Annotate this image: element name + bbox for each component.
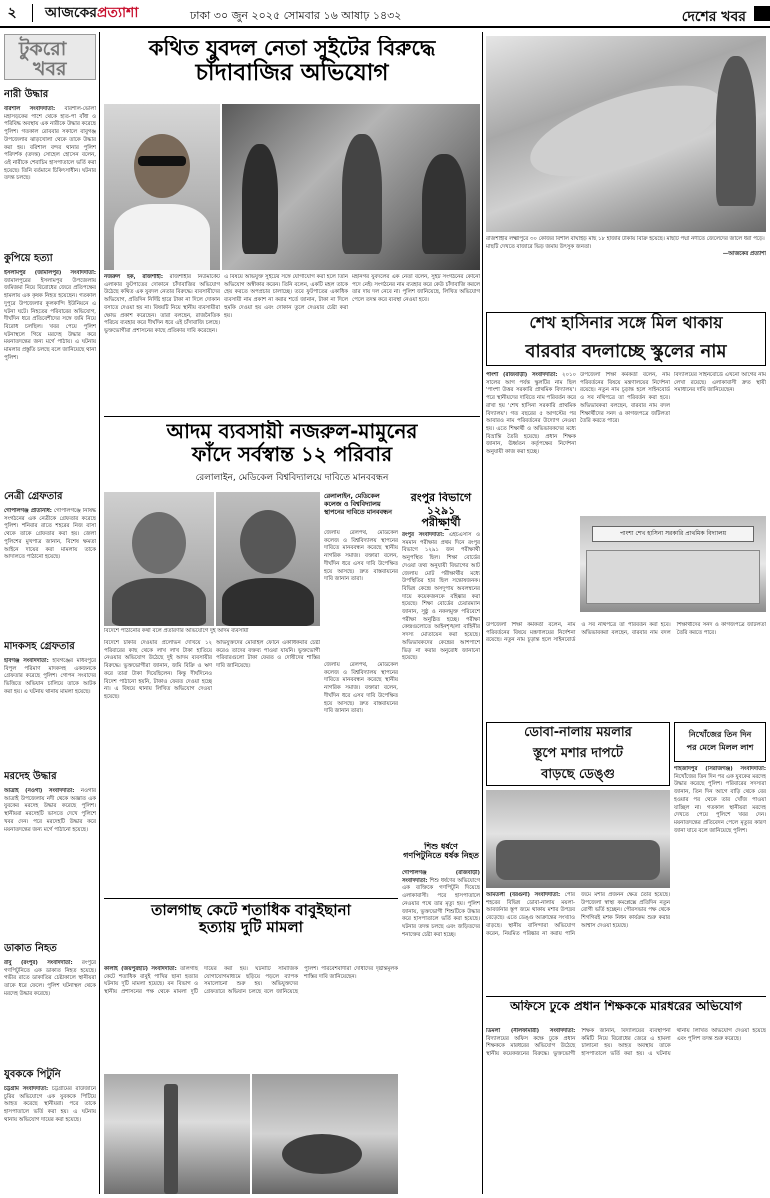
- palm-body: তালগাছ কেটে শতাধিক বাবুই পাখির ছানা হত্যার ঘটনায় দুটি মামলা হয়েছে। বন বিভাগ ও স্থানীয় প্রশাসনের পক্ষ থেকে মামলা দুটি দায়ের করা হয়। ঘটনাটি সামাজিক যোগাযোগমাধ্যমে ছড়িয়ে পড়লে ব্যাপক সমালোচনা শুরু হয়। অভিযুক্তদের গ্রেফতারে অভিযান চলছে বলে জানিয়েছে পুলিশ। পরিবেশবাদীরা দোষীদের দৃষ্টান্তমূলক শাস্তির দাবি জানিয়েছেন।: [104, 966, 398, 996]
- shishu-text: [402, 870, 480, 1180]
- briefs-column: [4, 84, 96, 1194]
- brief-item: [4, 251, 96, 486]
- headline-line: অফিসে ঢুকে প্রধান শিক্ষককে মারধরের অভিযোগ: [510, 1000, 742, 1013]
- teacher-headline: [486, 1000, 766, 1024]
- building-shape: [586, 550, 760, 604]
- person-shape: [422, 154, 466, 254]
- extortion-dateline: নজরুল হক, রাজশাহী:: [104, 274, 163, 280]
- adam-caption: [104, 628, 320, 638]
- teacher-dateline: ডিমলা (নীলফামারী) সংবাদদাতা:: [486, 1028, 576, 1034]
- headline-line: হত্যায় দুটি মামলা: [199, 918, 303, 937]
- column-rule: [99, 32, 100, 1194]
- headline-line: ফাঁদে সর্বস্বান্ত ১২ পরিবার: [191, 442, 393, 466]
- portrait-body-shape: [114, 204, 210, 270]
- palm-text: [104, 966, 398, 1070]
- headline-line: তালগাছ কেটে শতাধিক বাবুইছানা: [151, 902, 351, 919]
- headline-line: নিখোঁজের তিন দিন: [688, 730, 752, 739]
- person-shape: [242, 144, 278, 254]
- briefs-logo-b: খবর: [33, 58, 67, 80]
- brief-body: হবিগঞ্জের মাধবপুরে বিপুল পরিমাণ মাদকসহ একজনকে গ্রেফতার করেছে পুলিশ। গোপন সংবাদের ভিত্তিতে অভিযান চালিয়ে তাকে আটক করা হয়। এ ঘটনায় থানায় মামলা হয়েছে।: [4, 658, 96, 695]
- fish-caption: [486, 236, 766, 292]
- school-continued: [486, 622, 766, 718]
- adam-headline: [104, 420, 480, 490]
- palm-dateline: কালাই (জয়পুরহাট) সংবাদদাতা:: [104, 966, 177, 972]
- extortion-col-1: [104, 274, 220, 412]
- adam-col-1: [104, 640, 212, 896]
- brief-title: যুবককে পিটুনি: [4, 1069, 61, 1080]
- dengue-body: পৌর শহরের বিভিন্ন ডোবা-নালায় ময়লা-আবর্জনার স্তূপ জমে থাকায় মশার উপদ্রব বেড়েছে। এতে ডেঙ্গু আক্রান্তের সংখ্যাও বাড়ছে। স্থানীয় বাসিন্দারা অভিযোগ করেন, নিয়মিত পরিষ্কার না করায় পানি জমে মশার প্রজনন ক্ষেত্র তৈরি হয়েছে। উপজেলা স্বাস্থ্য কমপ্লেক্সে প্রতিদিন নতুন রোগী ভর্তি হচ্ছেন। পৌরসভার পক্ষ থেকে শিগগিরই মশক নিধন কার্যক্রম শুরু করার আশ্বাস দেওয়া হয়েছে।: [486, 892, 670, 937]
- headline-line: চাঁদাবাজির অভিযোগ: [195, 60, 389, 87]
- paper-name-a: আজকের: [45, 5, 97, 21]
- brief-body: বরিশাল-ভোলা মহাসড়কের পাশে থেকে হাত-পা বাঁধা ও পরিবিদ্ধ অবস্থায় এক নারীকে উদ্ধার করেছে পুলিশ। গতকাল রোববার সকালে বাবুগঞ্জ উপজেলার ঝাড়খোলা থেকে তাকে উদ্ধার করা হয়। বরিশাল বন্দর থানার পুলিশ পরিদর্শক (তদন্ত) সোহেল হোসেন বলেন, ওই নারীকে শেবাচিম হাসপাতালে ভর্তি করা হয়েছে। তিনি বর্তমানে চিকিৎসাধীন। ঘটনার তদন্ত চলছে।: [4, 106, 96, 182]
- shishu-dateline: গোপালগঞ্জ (রাজবাড়ী) সংবাদদাতা:: [402, 870, 480, 884]
- adam-body: বিদেশে চাকরি দেওয়ার প্রলোভন দেখিয়ে ১২ পরিবারের কাছ থেকে লাখ লাখ টাকা হাতিয়ে নেওয়ার অভিযোগ উঠেছে দুই আদম ব্যবসায়ীর বিরুদ্ধে। ভুক্তভোগীরা জানান, জমি বিক্রি ও ঋণ করে তারা টাকা দিয়েছিলেন। কিন্তু দীর্ঘদিনেও বিদেশ পাঠানো হয়নি, টাকাও ফেরত দেওয়া হচ্ছে না। এ বিষয়ে থানায় লিখিত অভিযোগ দেওয়া হয়েছে।: [104, 640, 212, 700]
- adam-side-title-text: রেলালাইন, মেডিকেল কলেজ ও বিশ্ববিদ্যালয় স্থাপনের দাবিতে মানববন্ধন: [324, 492, 392, 517]
- brief-dateline: চট্টগ্রাম সংবাদদাতা:: [4, 1086, 49, 1092]
- briefs-logo-a: টুকরো: [19, 38, 67, 60]
- rangpur-headline: [402, 492, 480, 530]
- school-text: [486, 372, 576, 618]
- brief-item: [4, 769, 96, 938]
- section-title: দেশের খবর: [681, 9, 746, 25]
- brief-dateline: রাবু (রংপুর) সংবাদদাতা:: [4, 960, 73, 966]
- brief-text: [4, 788, 96, 938]
- extortion-body: মহানগর যুবদলের এক নেতা বলেন, সুইট সংগঠনের কোনো পদে নেই। সংগঠনের নাম ব্যবহার করে কেউ চাঁদাবাজি করলে তার দায় দল নেবে না। পুলিশ জানিয়েছে, লিখিত অভিযোগ পেলে তদন্ত করে ব্যবস্থা নেওয়া হবে।: [352, 274, 480, 304]
- adam-body: জেলায় রেলপথ, মেডিকেল কলেজ ও বিশ্ববিদ্যালয় স্থাপনের দাবিতে মানববন্ধন করেছে স্থানীয় নাগরিক সমাজ। বক্তারা বলেন, দীর্ঘদিন ধরে এসব দাবি উপেক্ষিত হয়ে আসছে। দ্রুত বাস্তবায়নের দাবি জানান তারা।: [324, 662, 398, 715]
- extortion-col-2: [224, 274, 348, 412]
- brief-body: নওগাঁর আত্রাই উপজেলায় নদী থেকে অজ্ঞাত এক যুবকের মরদেহ উদ্ধার করেছে পুলিশ। স্থানীয়রা মরদেহটি ভাসতে দেখে পুলিশে খবর দেন। পরে মরদেহটি উদ্ধার করে ময়নাতদন্তের জন্য মর্গে পাঠানো হয়েছে।: [4, 788, 96, 833]
- masthead: [0, 0, 770, 28]
- brief-item: [4, 941, 96, 1064]
- missing-body: নিখোঁজের তিন দিন পর এক যুবকের মরদেহ উদ্ধার করেছে পুলিশ। পরিবারের সদস্যরা জানান, তিন দিন আগে বাড়ি থেকে বের হওয়ার পর থেকে তার খোঁজ পাওয়া যাচ্ছিল না। গতকাল স্থানীয়রা মরদেহ দেখতে পেয়ে পুলিশে খবর দেন। ময়নাতদন্তের প্রতিবেদন পেলে মৃত্যুর কারণ জানা যাবে বলে জানিয়েছে পুলিশ।: [674, 773, 766, 834]
- column-rule: [482, 32, 483, 1194]
- school-photo: [580, 516, 766, 612]
- dengue-dateline: আমতলী (বরগুনা) সংবাদদাতা:: [486, 892, 561, 898]
- brief-text: [4, 658, 96, 766]
- page-number: ২: [7, 5, 17, 21]
- headline-line: স্তূপে মশার দাপটে: [532, 745, 623, 761]
- portrait-head-shape: [134, 134, 190, 198]
- missing-text: [674, 766, 766, 990]
- adam-col-3: [324, 662, 398, 896]
- headline-line: আদম ব্যবসায়ী নজরুল-মামুনের: [166, 420, 418, 443]
- brief-title: নেত্রী গ্রেফতার: [4, 491, 63, 502]
- brief-title: মরদেহ উদ্ধার: [4, 771, 57, 782]
- portrait-head-shape: [240, 510, 296, 574]
- headline-line: কথিত যুবদল নেতা সুইটের বিরুদ্ধে: [148, 36, 436, 60]
- rangpur-col: [402, 532, 480, 838]
- brief-title: কুপিয়ে হত্যা: [4, 253, 53, 264]
- brief-title: ডাকাত নিহত: [4, 943, 57, 954]
- adam-photo-2: [216, 492, 320, 626]
- brief-body: গোপালগঞ্জে নিষিদ্ধ সংগঠনের এক নেত্রীকে গ্রেফতার করেছে পুলিশ। শনিবার রাতে শহরের নিজ বাসা থেকে তাকে গ্রেফতার করা হয়। জেলা পুলিশের মুখপাত্র জানান, বিশেষ ক্ষমতা আইনে দায়ের করা মামলায় তাকে আদালতে পাঠানো হয়েছে।: [4, 508, 96, 561]
- palm-text-wrap: [104, 966, 398, 1070]
- adam-side: [324, 530, 398, 660]
- adam-side-title: [324, 492, 398, 528]
- dengue-headline: [486, 722, 670, 786]
- briefs-logo: [4, 34, 96, 80]
- portrait-body-shape: [222, 578, 314, 626]
- headline-line: ডোবা-নালায় ময়লার: [524, 724, 632, 740]
- headline-line: বারবার বদলাচ্ছে স্কুলের নাম: [525, 341, 727, 362]
- extortion-body: এ বিষয়ে অভিযুক্ত সুইটের সঙ্গে যোগাযোগ করা হলে তিনি অভিযোগ অস্বীকার করেন। তিনি বলেন, একটি মহল তাকে হেয় করতে অপপ্রচার চালাচ্ছে। তবে ফুটপাতের একাধিক ব্যবসায়ী নাম প্রকাশ না করার শর্তে জানান, টাকা না দিলে হুমকি দেওয়া হয় এবং দোকান তুলে দেওয়ার চেষ্টা করা হয়।: [224, 274, 348, 319]
- rangpur-dateline: রংপুর সংবাদদাতা:: [402, 532, 445, 538]
- rangpur-text: [402, 532, 480, 838]
- brief-dateline: গোপালগঞ্জ প্রতিনিধি:: [4, 508, 52, 514]
- extortion-headline: [104, 36, 480, 102]
- drain-shape: [496, 840, 660, 880]
- teacher-text: [486, 1028, 766, 1194]
- headline-line: বাড়ছে ডেঙ্গু: [541, 766, 615, 782]
- tree-trunk-shape: [164, 1084, 178, 1194]
- shishu-col: [402, 870, 480, 1180]
- photo-credit: —আজকের প্রত্যাশা: [722, 251, 766, 258]
- section-rule: [104, 416, 480, 417]
- person-shape: [716, 56, 756, 206]
- brief-dateline: ইসলামপুর (জামালপুর) সংবাদদাতা:: [4, 270, 96, 276]
- brief-text: [4, 1086, 96, 1194]
- headline-line: রংপুর বিভাগে ১২৯১: [410, 492, 472, 517]
- brief-text: [4, 508, 96, 636]
- teacher-text-wrap: [486, 1028, 766, 1194]
- missing-col: [674, 766, 766, 990]
- brief-title: মাদকসহ গ্রেফতার: [4, 641, 75, 652]
- headline-line: পরীক্ষার্থী: [421, 516, 461, 530]
- brief-body: চট্টগ্রামের রাউজানে চুরির অভিযোগে এক যুবককে পিটিয়ে আহত করেছে স্থানীয়রা। পরে তাকে হাসপাতালে ভর্তি করা হয়। এ ঘটনায় থানায় অভিযোগ দায়ের করা হয়েছে।: [4, 1086, 96, 1123]
- brief-body: রংপুরে গণপিটুনিতে এক ডাকাত নিহত হয়েছে। গভীর রাতে ডাকাতির চেষ্টাকালে স্থানীয়রা তাকে ধরে ফেলে। পুলিশ ঘটনাস্থল থেকে মরদেহ উদ্ধার করেছে।: [4, 960, 96, 997]
- brief-dateline: বরিশাল সংবাদদাতা:: [4, 106, 56, 112]
- fish-caption-text: রাজশাহীর লক্ষ্মীপুরে ৩০ কেজির বিশাল বাঘাইড় মাছ ১৮ হাজার টাকায় বিক্রি হয়েছে। মাছটি পদ্মা নদীতে জেলেদের জালে ধরা পড়ে। মাছটি দেখতে বাজারে ভিড় জমায় উৎসুক জনতা।: [486, 236, 765, 250]
- teacher-body: বিদ্যালয়ের অফিস কক্ষে ঢুকে প্রধান শিক্ষককে মারধরের অভিযোগ উঠেছে স্থানীয় কয়েকজনের বিরুদ্ধে। ভুক্তভোগী শিক্ষক জানান, বিদ্যালয়ের ব্যবস্থাপনা কমিটি নিয়ে বিরোধের জেরে এ হামলা চালানো হয়। আহত অবস্থায় তাকে হাসপাতালে ভর্তি করা হয়। এ ঘটনায় থানায় লিখিত অভিযোগ দেওয়া হয়েছে এবং পুলিশ তদন্ত শুরু করেছে।: [486, 1028, 766, 1058]
- brief-item: [4, 87, 96, 248]
- masthead-divider: [32, 4, 33, 22]
- school-headline: [486, 312, 766, 366]
- dengue-text: [486, 892, 670, 992]
- school-body: উপজেলা শিক্ষা কর্মকর্তা বলেন, নাম পরিবর্তনের বিষয়ে মন্ত্রণালয়ের নির্দেশনা রয়েছে। নতুন নাম চূড়ান্ত হলে সাইনবোর্ড ও সব নথিপত্রে তা পরিবর্তন করা হবে। অভিভাবকরা বলছেন, বারবার নাম বদল শিক্ষার্থীদের সনদ ও কাগজপত্রে জটিলতা তৈরি করতে পারে।: [486, 622, 766, 644]
- paper-name: [45, 1, 138, 25]
- school-sign: পাংশা শেখ হাসিনা সরকারি প্রাথমিক বিদ্যালয়: [592, 526, 754, 542]
- brief-item: [4, 639, 96, 766]
- shishu-body: শিশু ধর্ষণের অভিযোগে এক ব্যক্তিকে গণপিটুনি দিয়েছে এলাকাবাসী। পরে হাসপাতালে নেওয়ার পথে তার মৃত্যু হয়। পুলিশ জানায়, ভুক্তভোগী শিশুটিকে উদ্ধার করে হাসপাতালে ভর্তি করা হয়েছে। ঘটনার তদন্ত চলছে এবং জড়িতদের শনাক্তের চেষ্টা করা হচ্ছে।: [402, 877, 480, 938]
- section-rule: [486, 996, 766, 997]
- school-dateline: পাংশা (রাজবাড়ী) সংবাদদাতা:: [486, 372, 558, 378]
- brief-dateline: আত্রাই (নওগাঁ) সংবাদদাতা:: [4, 788, 75, 794]
- brief-item: [4, 489, 96, 636]
- adam-photo-1: [104, 492, 214, 626]
- section-bar: [754, 6, 770, 21]
- fish-shape: [520, 67, 732, 195]
- palm-photo-2: [252, 1074, 398, 1194]
- brief-body: জামালপুরের ইসলামপুর উপজেলায় জমিজমা নিয়ে বিরোধের জেরে প্রতিপক্ষের হামলায় এক কৃষক নিহত হয়েছেন। গতকাল দুপুরে উপজেলার কুলকান্দি ইউনিয়নে এ ঘটনা ঘটে। নিহতের পরিবারের অভিযোগ, দীর্ঘদিন ধরে প্রতিবেশীদের সঙ্গে জমি নিয়ে বিরোধ চলছিল। খবর পেয়ে পুলিশ ঘটনাস্থলে গিয়ে মরদেহ উদ্ধার করে ময়নাতদন্তের জন্য মর্গে পাঠায়। এ ঘটনায় মামলার প্রস্তুতি চলছে বলে জানিয়েছে থানা পুলিশ।: [4, 277, 96, 361]
- rangpur-body: এইচএসসি ও সমমান পরীক্ষার প্রথম দিনে রংপুর বিভাগে ১২৯১ জন পরীক্ষার্থী অনুপস্থিত ছিল। শিক্ষা বোর্ডের দেওয়া তথ্য অনুযায়ী বিভাগের আট জেলায় মোট পরীক্ষার্থীর মধ্যে উপস্থিতির হার ছিল সন্তোষজনক। বিভিন্ন কেন্দ্রে অসদুপায় অবলম্বনের দায়ে কয়েকজনকে বহিষ্কার করা হয়েছে। শিক্ষা বোর্ডের চেয়ারম্যান জানান, সুষ্ঠু ও নকলমুক্ত পরিবেশে পরীক্ষা অনুষ্ঠিত হচ্ছে। পরীক্ষা কেন্দ্রগুলোতে আইনশৃঙ্খলা বাহিনীর সদস্য মোতায়েন করা হয়েছে। অভিভাবকদের কেন্দ্রের আশপাশে ভিড় না করার অনুরোধ জানানো হয়েছে।: [402, 532, 480, 662]
- brief-title: নারী উদ্ধার: [4, 89, 49, 100]
- extortion-text: [104, 274, 220, 412]
- headline-line: গণপিটুনিতে ধর্ষক নিহত: [403, 851, 479, 861]
- headline-line: শেখ হাসিনার সঙ্গে মিল থাকায়: [529, 313, 723, 332]
- school-col-2: [580, 372, 670, 512]
- palm-photo-1: [104, 1074, 250, 1194]
- portrait-body-shape: [112, 578, 206, 626]
- school-col-3: [674, 372, 766, 512]
- dengue-photo: [486, 790, 670, 888]
- missing-headline: [674, 722, 766, 762]
- brief-text: [4, 106, 96, 248]
- adam-caption-text: বিদেশে পাঠানোর কথা বলে প্রতারণার অভিযোগে দুই আদম ব্যবসায়ী: [104, 628, 249, 634]
- sunglasses-shape: [138, 156, 186, 166]
- school-body: ২০১০ সালের আগ পর্যন্ত স্কুলটির নাম ছিল 'পাংশা উত্তর সরকারি প্রাথমিক বিদ্যালয়'। পরে স্থানীয়দের দাবিতে নাম পরিবর্তন করে রাখা হয় 'শেখ হাসিনা সরকারি প্রাথমিক বিদ্যালয়'। গত বছরের ৫ আগস্টের পর আবারও নাম পরিবর্তনের উদ্যোগ নেওয়া হয়। এতে শিক্ষার্থী ও অভিভাবকদের মধ্যে বিভ্রান্তি তৈরি হয়েছে। প্রধান শিক্ষক জানান, ঊর্ধ্বতন কর্তৃপক্ষের নির্দেশনা অনুযায়ী কাজ করা হচ্ছে।: [486, 372, 576, 456]
- adam-body: অভিযুক্তদের মোবাইল ফোনে একাধিকবার চেষ্টা করেও তাদের বক্তব্য পাওয়া যায়নি। ভুক্তভোগী পরিবারগুলো টাকা ফেরত ও দোষীদের শাস্তির দাবি জানিয়েছে।: [216, 640, 320, 670]
- extortion-col-3: [352, 274, 480, 412]
- adam-subhead: রেলালাইন, মেডিকেল বিশ্ববিদ্যালয়ে দাবিতে মানববন্ধন: [195, 473, 389, 483]
- date-line: ঢাকা ৩০ জুন ২০২৫ সোমবার ১৬ আষাঢ় ১৪৩২: [190, 9, 402, 22]
- adam-side-body: জেলায় রেলপথ, মেডিকেল কলেজ ও বিশ্ববিদ্যালয় স্থাপনের দাবিতে মানববন্ধন করেছে স্থানীয় নাগরিক সমাজ। বক্তারা বলেন, দীর্ঘদিন ধরে এসব দাবি উপেক্ষিত হয়ে আসছে। দ্রুত বাস্তবায়নের দাবি জানান তারা।: [324, 530, 398, 583]
- extortion-body: রাজশাহীর নিউমার্কেট এলাকার ফুটপাতের দোকানে চাঁদাবাজির অভিযোগ উঠেছে কথিত এক যুবদল নেতার বিরুদ্ধে। ব্যবসায়ীদের অভিযোগ, প্রতিদিন নির্দিষ্ট হারে টাকা না দিলে দোকান বসাতে দেওয়া হয় না। বিষয়টি নিয়ে স্থানীয় ব্যবসায়ীরা ক্ষোভ প্রকাশ করেছেন। তারা বলছেন, রাজনৈতিক পরিচয় ব্যবহার করে দীর্ঘদিন ধরে এই চাঁদাবাজি চলছে। ভুক্তভোগীরা প্রশাসনের কাছে প্রতিকার দাবি করেছেন।: [104, 274, 220, 334]
- brief-text: [4, 270, 96, 486]
- school-col-1: [486, 372, 576, 618]
- headline-line: শিশু ধর্ষণে: [424, 842, 458, 851]
- shishu-headline: [402, 842, 480, 868]
- felled-tree-shape: [282, 1134, 362, 1174]
- school-body: বিদ্যালয়ের সাইনবোর্ডে এখনো আগের নাম লেখা রয়েছে। এলাকাবাসী দ্রুত স্থায়ী সমাধানের দাবি জানিয়েছেন।: [674, 372, 766, 394]
- person-shape: [342, 134, 382, 254]
- section-rule: [104, 898, 398, 899]
- brief-text: [4, 960, 96, 1064]
- extortion-portrait: [104, 104, 220, 270]
- dengue-text-wrap: [486, 892, 670, 992]
- paper-name-b: প্রত্যাশা: [96, 5, 139, 21]
- palm-headline: [104, 902, 398, 962]
- brief-item: [4, 1067, 96, 1194]
- school-body: উপজেলা শিক্ষা কর্মকর্তা বলেন, নাম পরিবর্তনের বিষয়ে মন্ত্রণালয়ের নির্দেশনা রয়েছে। নতুন নাম চূড়ান্ত হলে সাইনবোর্ড ও সব নথিপত্রে তা পরিবর্তন করা হবে। অভিভাবকরা বলছেন, বারবার নাম বদল শিক্ষার্থীদের সনদ ও কাগজপত্রে জটিলতা তৈরি করতে পারে।: [580, 372, 670, 425]
- portrait-head-shape: [132, 512, 186, 574]
- fish-photo: [486, 36, 766, 232]
- missing-dateline: শাহজাদপুর (সিরাজগঞ্জ) সংবাদদাতা:: [674, 766, 766, 772]
- headline-line: পর মেলে মিলল লাশ: [686, 743, 754, 752]
- adam-col-2: [216, 640, 320, 896]
- market-photo: [222, 104, 480, 270]
- brief-dateline: হবিগঞ্জ সংবাদদাতা:: [4, 658, 49, 664]
